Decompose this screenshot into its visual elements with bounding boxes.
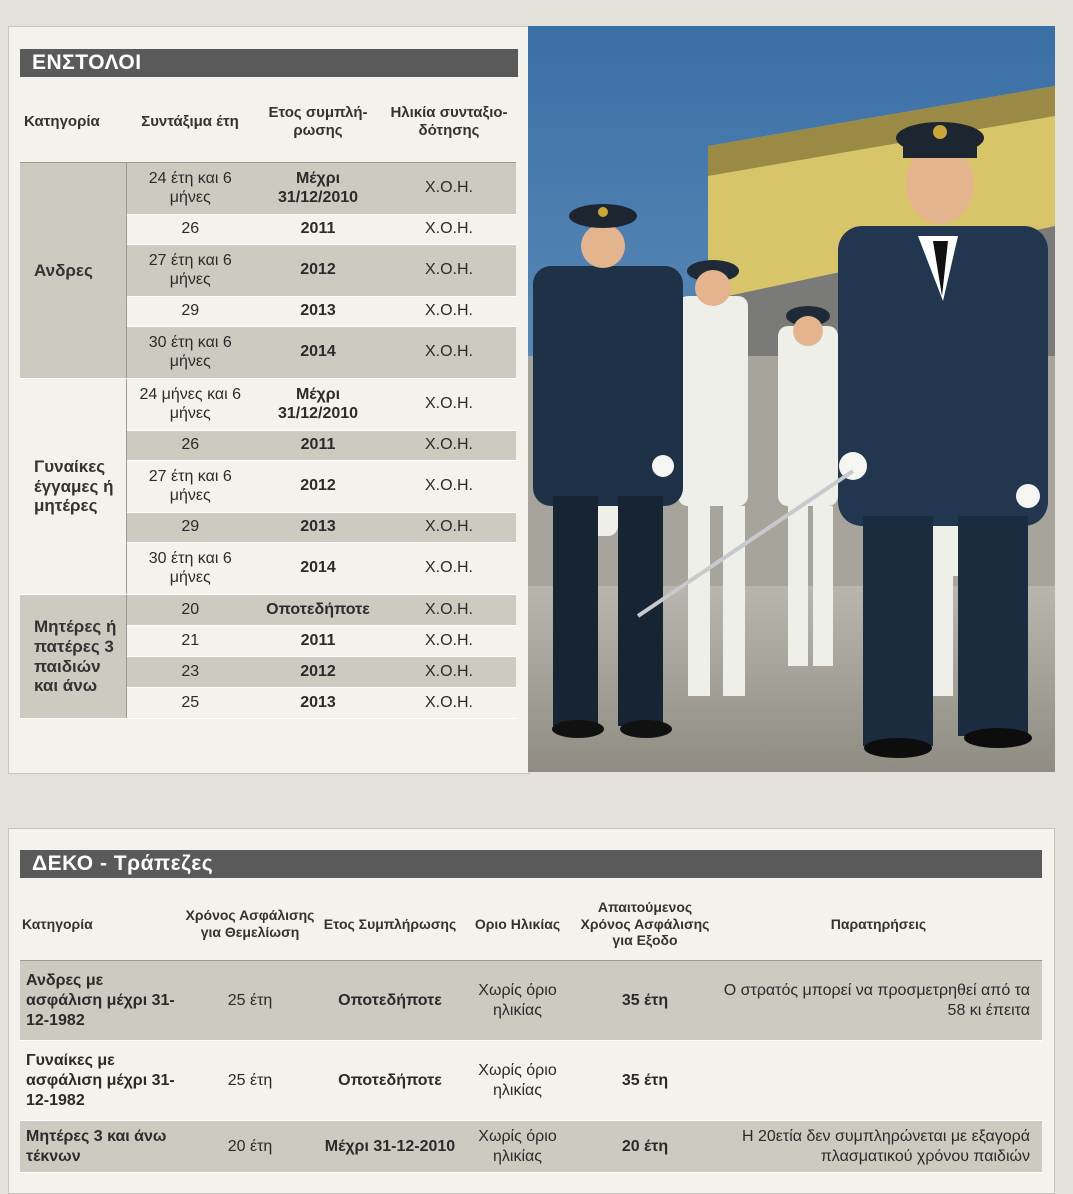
parade-photo — [528, 26, 1055, 772]
cell-age: Χ.Ο.Η. — [382, 543, 516, 595]
cell-year: 2013 — [254, 297, 382, 327]
cell-age: Χ.Ο.Η. — [382, 657, 516, 688]
cell-age: Χ.Ο.Η. — [382, 379, 516, 431]
header-category: Κατηγορία — [20, 82, 126, 163]
header-age-limit: Οριο Ηλικίας — [460, 888, 575, 961]
cell-year: 2014 — [254, 543, 382, 595]
cell-years: 27 έτη και 6 μήνες — [126, 461, 254, 513]
cell-year: Μέχρι 31-12-2010 — [320, 1121, 460, 1173]
cell-years: 27 έτη και 6 μήνες — [126, 245, 254, 297]
cell-years: 29 — [126, 513, 254, 543]
cell-age: Χ.Ο.Η. — [382, 297, 516, 327]
header-notes: Παρατηρήσεις — [715, 888, 1042, 961]
table-row — [20, 1041, 1042, 1121]
cell-years: 20 — [126, 595, 254, 626]
cell-age: Χ.Ο.Η. — [382, 431, 516, 461]
cell-years: 25 — [126, 688, 254, 719]
header-pension-years: Συντάξιμα έτη — [126, 82, 254, 163]
cell-age: Χ.Ο.Η. — [382, 327, 516, 379]
table-row — [20, 1121, 1042, 1173]
enstoloi-header-row — [20, 82, 516, 163]
header-completion-year: Ετος συμπλή-ρωσης — [254, 82, 382, 163]
cell-age: Χωρίς όριο ηλικίας — [460, 1041, 575, 1121]
cell-age: Χ.Ο.Η. — [382, 595, 516, 626]
header-insurance-time: Χρόνος Ασφάλισης για Θεμελίωση — [180, 888, 320, 961]
category-parents: Μητέρες ή πατέρες 3 παιδιών και άνω — [20, 595, 126, 719]
header-category: Κατηγορία — [20, 888, 180, 961]
cell-required: 35 έτη — [575, 961, 715, 1041]
deko-title-bar — [20, 850, 1042, 878]
header-pension-age: Ηλικία συνταξιο-δότησης — [382, 82, 516, 163]
table-row — [20, 379, 516, 431]
cell-category: Γυναίκες με ασφάλιση μέχρι 31-12-1982 — [20, 1041, 180, 1121]
cell-age: Χ.Ο.Η. — [382, 163, 516, 215]
cell-year: 2011 — [254, 626, 382, 657]
table-row — [20, 961, 1042, 1041]
cell-years: 29 — [126, 297, 254, 327]
cell-notes: Ο στρατός μπορεί να προσμετρηθεί από τα 58 κι έπειτα — [715, 961, 1042, 1041]
cell-age: Χ.Ο.Η. — [382, 245, 516, 297]
cell-insurance: 20 έτη — [180, 1121, 320, 1173]
cell-required: 35 έτη — [575, 1041, 715, 1121]
cell-years: 30 έτη και 6 μήνες — [126, 543, 254, 595]
cell-year: Οποτεδήποτε — [254, 595, 382, 626]
cell-insurance: 25 έτη — [180, 1041, 320, 1121]
cell-year: Μέχρι 31/12/2010 — [254, 163, 382, 215]
deko-table — [20, 888, 1042, 1173]
cell-year: 2012 — [254, 461, 382, 513]
header-completion-year: Ετος Συμπλήρωσης — [320, 888, 460, 961]
cell-year: Οποτεδήποτε — [320, 1041, 460, 1121]
cell-year: Μέχρι 31/12/2010 — [254, 379, 382, 431]
cell-year: 2011 — [254, 215, 382, 245]
deko-header-row — [20, 888, 1042, 961]
enstoloi-title: ΕΝΣΤΟΛΟΙ — [32, 51, 142, 74]
header-required-time: Απαιτούμενος Χρόνος Ασφάλισης για Εξοδο — [575, 888, 715, 961]
category-men: Ανδρες — [20, 163, 126, 379]
cell-age: Χωρίς όριο ηλικίας — [460, 961, 575, 1041]
table-row — [20, 595, 516, 626]
cell-year: 2013 — [254, 513, 382, 543]
deko-title: ΔΕΚΟ - Τράπεζες — [32, 852, 214, 875]
cell-year: Οποτεδήποτε — [320, 961, 460, 1041]
category-women: Γυναίκες έγγαμες ή μητέρες — [20, 379, 126, 595]
enstoloi-table — [20, 82, 516, 719]
cell-age: Χωρίς όριο ηλικίας — [460, 1121, 575, 1173]
cell-required: 20 έτη — [575, 1121, 715, 1173]
cell-notes — [715, 1041, 1042, 1121]
cell-year: 2012 — [254, 657, 382, 688]
cell-years: 24 έτη και 6 μήνες — [126, 163, 254, 215]
cell-notes: Η 20ετία δεν συμπληρώνεται με εξαγορά πλασματικού χρόνου παιδιών — [715, 1121, 1042, 1173]
cell-years: 21 — [126, 626, 254, 657]
cell-years: 24 μήνες και 6 μήνες — [126, 379, 254, 431]
cell-insurance: 25 έτη — [180, 961, 320, 1041]
cell-year: 2014 — [254, 327, 382, 379]
cell-years: 23 — [126, 657, 254, 688]
cell-years: 26 — [126, 215, 254, 245]
cell-year: 2011 — [254, 431, 382, 461]
cell-age: Χ.Ο.Η. — [382, 215, 516, 245]
cell-years: 26 — [126, 431, 254, 461]
table-row — [20, 163, 516, 215]
cell-years: 30 έτη και 6 μήνες — [126, 327, 254, 379]
enstoloi-title-bar — [20, 49, 518, 77]
parade-photo-illustration — [528, 26, 1055, 772]
cell-category: Μητέρες 3 και άνω τέκνων — [20, 1121, 180, 1173]
cell-age: Χ.Ο.Η. — [382, 513, 516, 543]
cell-age: Χ.Ο.Η. — [382, 688, 516, 719]
cell-category: Ανδρες με ασφάλιση μέχρι 31-12-1982 — [20, 961, 180, 1041]
cell-age: Χ.Ο.Η. — [382, 461, 516, 513]
cell-year: 2013 — [254, 688, 382, 719]
cell-age: Χ.Ο.Η. — [382, 626, 516, 657]
cell-year: 2012 — [254, 245, 382, 297]
